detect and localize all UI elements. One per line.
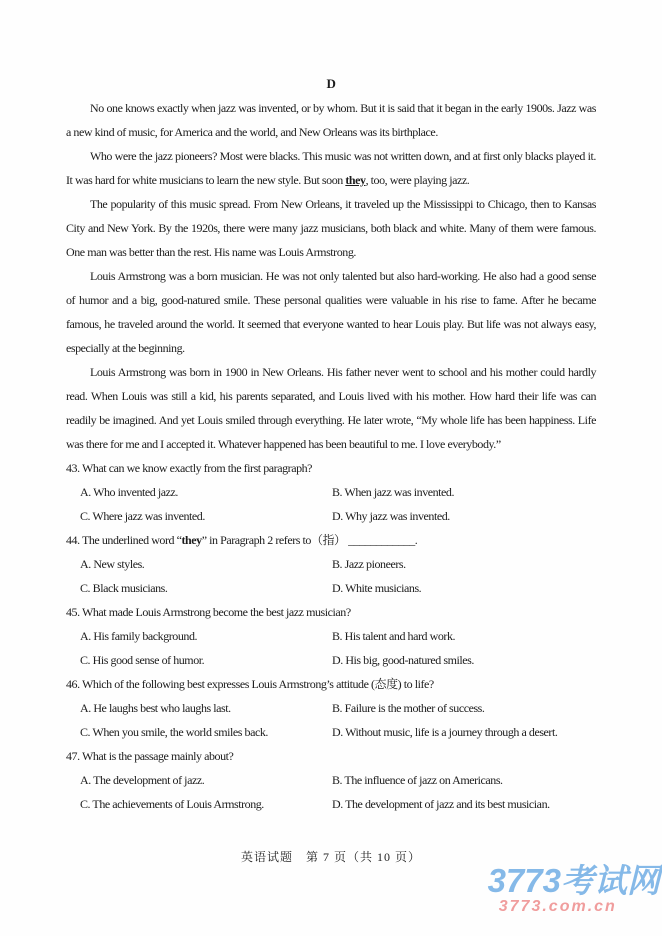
text-segment: What is the passage mainly about? — [81, 749, 234, 763]
question-stem — [66, 744, 596, 768]
option-B: B. The influence of jazz on Americans. — [332, 773, 503, 787]
question-block — [66, 744, 596, 816]
text-segment: What made Louis Armstrong become the best jazz musician? — [81, 605, 351, 619]
option-grid — [66, 696, 596, 744]
reading-passage — [66, 96, 596, 456]
text-segment: Who were the jazz pioneers? Most were blacks. This music was not written down, and at first only blacks played it. It was hard for white musicians to learn the new style. But soon — [66, 149, 596, 187]
page-footer: 英语试题 第 7 页（共 10 页） — [240, 850, 421, 864]
option-A: A. His family background. — [80, 629, 198, 643]
text-segment: The underlined word “ — [81, 533, 182, 547]
question-block — [66, 600, 596, 672]
question-block — [66, 672, 596, 744]
page-content — [66, 72, 596, 816]
passage-paragraph — [66, 96, 596, 144]
question-number: 45. — [66, 605, 82, 619]
option-C: C. The achievements of Louis Armstrong. — [80, 797, 264, 811]
option-B: B. Failure is the mother of success. — [332, 701, 485, 715]
passage-paragraph — [66, 144, 596, 192]
passage-paragraph — [66, 264, 596, 360]
watermark — [488, 864, 662, 916]
passage-paragraph — [66, 192, 596, 264]
text-segment: ” in Paragraph 2 refers to（指） ____________. — [201, 533, 418, 547]
question-stem — [66, 672, 596, 696]
option-B: B. When jazz was invented. — [332, 485, 455, 499]
option-A: A. Who invented jazz. — [80, 485, 178, 499]
option-C: C. Black musicians. — [80, 581, 168, 595]
text-segment: Louis Armstrong was a born musician. He was not only talented but also hard-working. He also had a good sense of humor and a big, good-natured smile. These personal qualities were valuable in his rise to fame. After he became famous, he traveled around the world. It seemed that everyone wanted to hear Louis play. But life was not always easy, especially at the beginning. — [66, 269, 596, 355]
text-segment: , too, were playing jazz. — [365, 173, 470, 187]
text-segment: The popularity of this music spread. From New Orleans, it traveled up the Mississippi to Chicago, then to Kansas City and New York. By the 1920s, there were many jazz musicians, both black and white. Many of them were famous. One man was better than the rest. His name was Louis Armstrong. — [66, 197, 596, 259]
option-grid — [66, 552, 596, 600]
option-A: A. New styles. — [80, 557, 145, 571]
question-number: 44. — [66, 533, 82, 547]
text-segment: What can we know exactly from the first paragraph? — [81, 461, 313, 475]
question-stem — [66, 600, 596, 624]
option-grid — [66, 624, 596, 672]
question-stem — [66, 528, 596, 552]
question-number: 46. — [66, 677, 82, 691]
option-D: D. The development of jazz and its best musician. — [332, 797, 550, 811]
option-D: D. Without music, life is a journey through a desert. — [332, 725, 558, 739]
emphasized-text: they — [181, 533, 202, 547]
option-A: A. He laughs best who laughs last. — [80, 701, 231, 715]
question-list — [66, 456, 596, 816]
question-block — [66, 456, 596, 528]
option-C: C. When you smile, the world smiles back. — [80, 725, 268, 739]
emphasized-text: they — [345, 173, 366, 187]
question-block — [66, 528, 596, 600]
text-segment: Which of the following best expresses Louis Armstrong’s attitude (态度) to life? — [81, 677, 434, 691]
option-A: A. The development of jazz. — [80, 773, 205, 787]
option-D: D. White musicians. — [332, 581, 422, 595]
section-label: D — [326, 76, 336, 91]
watermark-logo-text: 3773考试网 — [487, 862, 660, 899]
text-segment: No one knows exactly when jazz was invented, or by whom. But it is said that it began in the early 1900s. Jazz was a new kind of music, for America and the world, and New Orleans was its birthplace. — [66, 101, 596, 139]
option-D: D. Why jazz was invented. — [332, 509, 450, 523]
option-grid — [66, 768, 596, 816]
passage-paragraph — [66, 360, 596, 456]
watermark-url-text: 3773.com.cn — [498, 898, 617, 915]
option-grid — [66, 480, 596, 528]
question-number: 43. — [66, 461, 82, 475]
question-stem — [66, 456, 596, 480]
text-segment: Louis Armstrong was born in 1900 in New Orleans. His father never went to school and his mother could hardly read. When Louis was still a kid, his parents separated, and Louis lived with his mother. How hard their life was can readily be imagined. And yet Louis smiled through everything. He later wrote, “My whole life has been happiness. Life was there for me and I accepted it. Whatever happened has been beautiful to me. I love everybody.” — [66, 365, 596, 451]
option-B: B. Jazz pioneers. — [332, 557, 406, 571]
option-C: C. His good sense of humor. — [80, 653, 205, 667]
option-D: D. His big, good-natured smiles. — [332, 653, 474, 667]
option-B: B. His talent and hard work. — [332, 629, 456, 643]
option-C: C. Where jazz was invented. — [80, 509, 205, 523]
question-number: 47. — [66, 749, 82, 763]
